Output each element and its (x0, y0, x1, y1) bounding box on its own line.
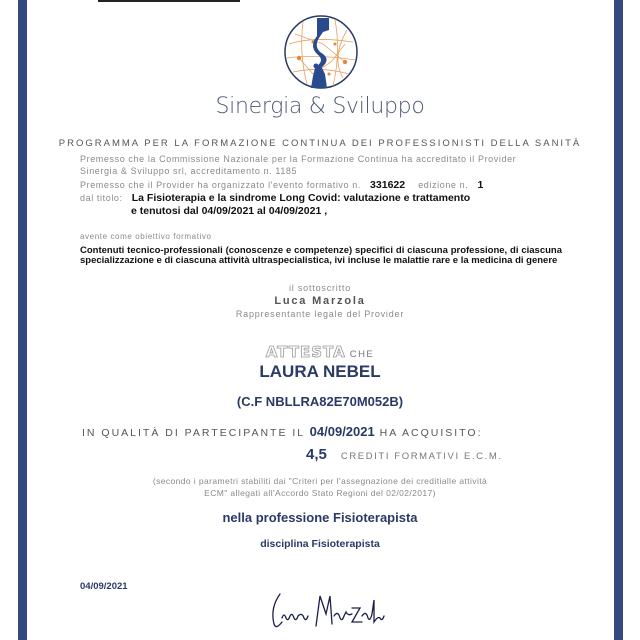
signatory-name: Luca Marzola (274, 295, 366, 307)
event-title-line-1: La Fisioterapia e la sindrome Long Covid: valutazione e trattamento (131, 192, 471, 204)
credits-label: CREDITI FORMATIVI E.C.M. (340, 451, 503, 462)
title-row (80, 192, 470, 204)
intro-line-3 (80, 179, 483, 191)
participation-statement (82, 424, 482, 439)
participation-date: 04/09/2021 (309, 424, 375, 439)
objective-label: avente come obiettivo formativo (80, 232, 212, 241)
title-label: dal titolo: (80, 193, 123, 203)
che-word: CHE (349, 349, 375, 360)
criteria-note (0, 475, 640, 499)
event-number: 331622 (370, 179, 406, 191)
edition-number: 1 (477, 179, 484, 191)
signatory-role: Rappresentante legale del Provider (235, 309, 405, 319)
intro-line-1: Premesso che la Commissione Nazionale per la Formazione Continua ha accreditato il Provider (80, 154, 517, 164)
intro-line-2: Sinergia & Sviluppo srl, accreditamento n. 1185 (80, 166, 298, 176)
credits-row (306, 446, 503, 464)
signatory-label: il sottoscritto (288, 283, 351, 293)
event-title-line-2: e tenutosi dal 04/09/2021 al 04/09/2021 , (131, 205, 328, 217)
criteria-line-2: ECM" allegati all'Accordo Stato Regioni del 02/02/2017) (204, 488, 436, 498)
attesta-heading (0, 343, 640, 361)
credits-value: 4,5 (306, 446, 327, 463)
participant-name: LAURA NEBEL (259, 362, 381, 381)
issue-date: 04/09/2021 (80, 581, 128, 592)
attesta-word: ATTESTA (265, 343, 346, 361)
top-strip (98, 0, 240, 2)
edition-label: edizione n. (418, 180, 469, 190)
fiscal-code: (C.F NBLLRA82E70M052B) (236, 394, 404, 409)
signature-icon (266, 588, 386, 633)
brand-name: Sinergia & Sviluppo (215, 94, 425, 119)
program-title: PROGRAMMA PER LA FORMAZIONE CONTINUA DEI PROFESSIONISTI DELLA SANITÀ (58, 138, 582, 149)
discipline: disciplina Fisioterapista (260, 538, 380, 550)
objective-text: Contenuti tecnico-professionali (conoscenze e competenze) specifici di ciascuna professione, di ciascuna specializzazione e di ciascuna attività ultraspecialistica, ivi incluse le malattie rare e la medicina di genere (80, 245, 562, 266)
criteria-line-1: (secondo i parametri stabiliti dai "Criteri per l'assegnazione dei creditialle attività (152, 476, 488, 486)
profession: nella professione Fisioterapista (222, 510, 418, 525)
qualita-suffix: HA ACQUISITO: (379, 427, 483, 439)
sinergia-logo-icon (283, 14, 359, 90)
event-prefix: Premesso che il Provider ha organizzato l'evento formativo n. (80, 180, 361, 190)
qualita-prefix: IN QUALITÀ DI PARTECIPANTE IL (82, 427, 305, 439)
